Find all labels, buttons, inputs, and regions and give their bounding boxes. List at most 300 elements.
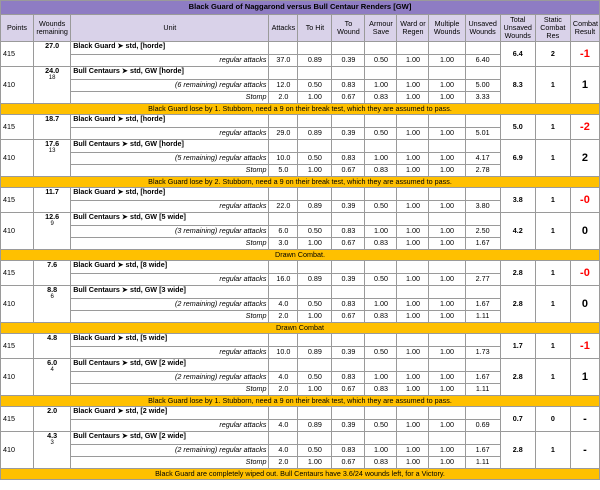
- wounds-cell: [34, 42, 71, 67]
- header-towound: To Wound: [332, 15, 365, 42]
- points-cell: 415: [1, 334, 34, 359]
- empty-cell: [397, 140, 429, 153]
- stomp-unsaved-cell: 3.33: [465, 92, 500, 104]
- attack-label: regular attacks: [71, 274, 269, 286]
- wounds-cell: [34, 334, 71, 359]
- empty-cell: [465, 286, 500, 299]
- empty-cell: [269, 286, 298, 299]
- towound-cell: 0.83: [332, 80, 365, 92]
- empty-cell: [429, 140, 465, 153]
- header-wounds: Wounds remaining: [34, 15, 71, 42]
- models-remaining: 13: [48, 148, 56, 155]
- result-note: Black Guard lose by 2. Stubborn, need a 9 on their break test, which they are assumed to pass.: [1, 177, 600, 188]
- empty-cell: [332, 432, 365, 445]
- static-cell: 1: [535, 334, 570, 359]
- points-cell: 415: [1, 407, 34, 432]
- static-cell: 1: [535, 188, 570, 213]
- total-cell: 2.8: [500, 286, 535, 323]
- stomp-label: Stomp: [71, 165, 269, 177]
- empty-cell: [429, 42, 465, 55]
- total-cell: 1.7: [500, 334, 535, 359]
- empty-cell: [269, 188, 298, 201]
- empty-cell: [465, 407, 500, 420]
- multiple-cell: 1.00: [429, 201, 465, 213]
- towound-cell: 0.39: [332, 347, 365, 359]
- result-cell: -0: [570, 188, 599, 213]
- tohit-cell: 0.50: [298, 153, 332, 165]
- empty-cell: [365, 213, 397, 226]
- total-cell: 2.8: [500, 359, 535, 396]
- wounds-value: 7.6: [47, 260, 58, 269]
- result-cell: -: [570, 432, 599, 469]
- stomp-unsaved-cell: 2.78: [465, 165, 500, 177]
- empty-cell: [298, 42, 332, 55]
- static-cell: 1: [535, 261, 570, 286]
- header-armour: Armour Save: [365, 15, 397, 42]
- stomp-armour-cell: 0.83: [365, 384, 397, 396]
- wounds-cell: [34, 213, 71, 250]
- static-cell: 1: [535, 115, 570, 140]
- header-tohit: To Hit: [298, 15, 332, 42]
- result-cell: 2: [570, 140, 599, 177]
- empty-cell: [332, 115, 365, 128]
- towound-cell: 0.83: [332, 445, 365, 457]
- points-cell: 410: [1, 140, 34, 177]
- empty-cell: [465, 261, 500, 274]
- static-cell: 1: [535, 140, 570, 177]
- empty-cell: [429, 115, 465, 128]
- points-cell: 410: [1, 286, 34, 323]
- empty-cell: [269, 359, 298, 372]
- result-cell: -0: [570, 261, 599, 286]
- wounds-value: 11.7: [45, 187, 59, 196]
- header-unsaved: Unsaved Wounds: [465, 15, 500, 42]
- empty-cell: [332, 286, 365, 299]
- tohit-cell: 0.89: [298, 128, 332, 140]
- stomp-attacks-cell: 2.0: [269, 384, 298, 396]
- result-note: Black Guard lose by 1. Stubborn, need a 9 on their break test, which they are assumed to pass.: [1, 104, 600, 115]
- empty-cell: [298, 140, 332, 153]
- empty-cell: [298, 261, 332, 274]
- unsaved-cell: 1.67: [465, 372, 500, 384]
- table-row: [1, 359, 600, 372]
- stomp-tohit-cell: 1.00: [298, 311, 332, 323]
- stomp-armour-cell: 0.83: [365, 238, 397, 250]
- table-row: [1, 115, 600, 128]
- empty-cell: [269, 67, 298, 80]
- wounds-value: 18.7: [45, 114, 60, 123]
- stomp-towound-cell: 0.67: [332, 311, 365, 323]
- unsaved-cell: 0.69: [465, 420, 500, 432]
- empty-cell: [365, 261, 397, 274]
- empty-cell: [465, 140, 500, 153]
- towound-cell: 0.83: [332, 226, 365, 238]
- empty-cell: [397, 334, 429, 347]
- unit-name: Bull Centaurs ➤ std, GW [5 wide]: [71, 213, 269, 226]
- ward-cell: 1.00: [397, 372, 429, 384]
- towound-cell: 0.39: [332, 55, 365, 67]
- stomp-ward-cell: 1.00: [397, 457, 429, 469]
- empty-cell: [429, 213, 465, 226]
- stomp-multiple-cell: 1.00: [429, 457, 465, 469]
- header-ward: Ward or Regen: [397, 15, 429, 42]
- empty-cell: [298, 359, 332, 372]
- empty-cell: [429, 359, 465, 372]
- stomp-towound-cell: 0.67: [332, 165, 365, 177]
- unsaved-cell: 3.80: [465, 201, 500, 213]
- empty-cell: [269, 140, 298, 153]
- stomp-armour-cell: 0.83: [365, 92, 397, 104]
- attacks-cell: 4.0: [269, 299, 298, 311]
- unit-name: Bull Centaurs ➤ std, GW [2 wide]: [71, 359, 269, 372]
- armour-cell: 1.00: [365, 372, 397, 384]
- unit-name: Bull Centaurs ➤ std, GW [2 wide]: [71, 432, 269, 445]
- empty-cell: [465, 115, 500, 128]
- attack-label: (3 remaining) regular attacks: [71, 226, 269, 238]
- total-cell: 6.4: [500, 42, 535, 67]
- stomp-attacks-cell: 2.0: [269, 92, 298, 104]
- empty-cell: [429, 67, 465, 80]
- tohit-cell: 0.89: [298, 55, 332, 67]
- armour-cell: 1.00: [365, 445, 397, 457]
- empty-cell: [332, 42, 365, 55]
- table-row: [1, 140, 600, 153]
- wounds-cell: [34, 359, 71, 396]
- tohit-cell: 0.50: [298, 445, 332, 457]
- empty-cell: [332, 407, 365, 420]
- unsaved-cell: 1.67: [465, 445, 500, 457]
- ward-cell: 1.00: [397, 153, 429, 165]
- empty-cell: [298, 432, 332, 445]
- stomp-ward-cell: 1.00: [397, 311, 429, 323]
- empty-cell: [397, 432, 429, 445]
- wounds-value: 4.8: [47, 333, 58, 342]
- stomp-label: Stomp: [71, 238, 269, 250]
- attack-label: regular attacks: [71, 420, 269, 432]
- attack-label: (6 remaining) regular attacks: [71, 80, 269, 92]
- empty-cell: [332, 67, 365, 80]
- armour-cell: 0.50: [365, 128, 397, 140]
- stomp-multiple-cell: 1.00: [429, 238, 465, 250]
- stomp-attacks-cell: 2.0: [269, 457, 298, 469]
- ward-cell: 1.00: [397, 201, 429, 213]
- ward-cell: 1.00: [397, 420, 429, 432]
- ward-cell: 1.00: [397, 55, 429, 67]
- unit-name: Black Guard ➤ std, [2 wide]: [71, 407, 269, 420]
- stomp-multiple-cell: 1.00: [429, 165, 465, 177]
- stomp-attacks-cell: 2.0: [269, 311, 298, 323]
- static-cell: 1: [535, 432, 570, 469]
- wounds-cell: [34, 67, 71, 104]
- stomp-ward-cell: 1.00: [397, 92, 429, 104]
- models-remaining: 6: [50, 294, 54, 301]
- empty-cell: [298, 188, 332, 201]
- attack-label: (2 remaining) regular attacks: [71, 445, 269, 457]
- armour-cell: 0.50: [365, 347, 397, 359]
- stomp-towound-cell: 0.67: [332, 238, 365, 250]
- table-row: [1, 67, 600, 80]
- result-note: Black Guard lose by 1. Stubborn, need a 9 on their break test, which they are assumed to pass.: [1, 396, 600, 407]
- wounds-cell: [34, 407, 71, 432]
- result-note-row: [1, 469, 600, 480]
- armour-cell: 1.00: [365, 226, 397, 238]
- empty-cell: [465, 213, 500, 226]
- towound-cell: 0.83: [332, 153, 365, 165]
- towound-cell: 0.39: [332, 128, 365, 140]
- total-cell: 3.8: [500, 188, 535, 213]
- unsaved-cell: 1.67: [465, 299, 500, 311]
- empty-cell: [365, 334, 397, 347]
- points-cell: 410: [1, 67, 34, 104]
- empty-cell: [429, 188, 465, 201]
- empty-cell: [269, 115, 298, 128]
- stomp-label: Stomp: [71, 311, 269, 323]
- total-cell: 0.7: [500, 407, 535, 432]
- wounds-value: 24.0: [45, 66, 60, 75]
- empty-cell: [365, 188, 397, 201]
- wounds-cell: [34, 188, 71, 213]
- stomp-armour-cell: 0.83: [365, 311, 397, 323]
- unit-name: Black Guard ➤ std, [horde]: [71, 188, 269, 201]
- empty-cell: [365, 359, 397, 372]
- empty-cell: [429, 407, 465, 420]
- header-multiple: Multiple Wounds: [429, 15, 465, 42]
- empty-cell: [429, 261, 465, 274]
- total-cell: 2.8: [500, 261, 535, 286]
- empty-cell: [397, 188, 429, 201]
- result-note-row: [1, 396, 600, 407]
- empty-cell: [465, 432, 500, 445]
- empty-cell: [397, 115, 429, 128]
- wounds-value: 27.0: [45, 41, 60, 50]
- empty-cell: [365, 286, 397, 299]
- multiple-cell: 1.00: [429, 153, 465, 165]
- attack-label: regular attacks: [71, 201, 269, 213]
- wounds-value: 17.6: [45, 139, 60, 148]
- result-note-row: [1, 177, 600, 188]
- stomp-tohit-cell: 1.00: [298, 457, 332, 469]
- points-cell: 415: [1, 261, 34, 286]
- empty-cell: [465, 188, 500, 201]
- stomp-towound-cell: 0.67: [332, 92, 365, 104]
- ward-cell: 1.00: [397, 128, 429, 140]
- empty-cell: [269, 334, 298, 347]
- wounds-value: 2.0: [47, 406, 58, 415]
- empty-cell: [298, 115, 332, 128]
- wounds-value: 12.6: [45, 212, 60, 221]
- empty-cell: [429, 334, 465, 347]
- tohit-cell: 0.50: [298, 226, 332, 238]
- wounds-cell: [34, 115, 71, 140]
- static-cell: 2: [535, 42, 570, 67]
- attacks-cell: 4.0: [269, 372, 298, 384]
- stomp-armour-cell: 0.83: [365, 165, 397, 177]
- empty-cell: [365, 67, 397, 80]
- ward-cell: 1.00: [397, 226, 429, 238]
- attack-label: regular attacks: [71, 55, 269, 67]
- unsaved-cell: 1.73: [465, 347, 500, 359]
- ward-cell: 1.00: [397, 274, 429, 286]
- header-total: Total Unsaved Wounds: [500, 15, 535, 42]
- empty-cell: [365, 407, 397, 420]
- multiple-cell: 1.00: [429, 420, 465, 432]
- empty-cell: [298, 67, 332, 80]
- wounds-cell: [34, 286, 71, 323]
- attacks-cell: 10.0: [269, 153, 298, 165]
- unit-name: Black Guard ➤ std, [horde]: [71, 115, 269, 128]
- result-note: Drawn Combat: [1, 323, 600, 334]
- towound-cell: 0.39: [332, 201, 365, 213]
- empty-cell: [397, 407, 429, 420]
- models-remaining: 4: [50, 367, 54, 374]
- unit-name: Black Guard ➤ std, [8 wide]: [71, 261, 269, 274]
- stomp-unsaved-cell: 1.11: [465, 384, 500, 396]
- result-note-row: [1, 250, 600, 261]
- towound-cell: 0.83: [332, 372, 365, 384]
- stomp-unsaved-cell: 1.67: [465, 238, 500, 250]
- empty-cell: [332, 334, 365, 347]
- attacks-cell: 4.0: [269, 445, 298, 457]
- stomp-towound-cell: 0.67: [332, 457, 365, 469]
- table-row: [1, 213, 600, 226]
- empty-cell: [365, 432, 397, 445]
- unit-name: Black Guard ➤ std, [5 wide]: [71, 334, 269, 347]
- attacks-cell: 6.0: [269, 226, 298, 238]
- static-cell: 1: [535, 286, 570, 323]
- unsaved-cell: 2.77: [465, 274, 500, 286]
- attacks-cell: 10.0: [269, 347, 298, 359]
- attack-label: regular attacks: [71, 128, 269, 140]
- models-remaining: 3: [50, 440, 54, 447]
- stomp-label: Stomp: [71, 92, 269, 104]
- total-cell: 6.9: [500, 140, 535, 177]
- multiple-cell: 1.00: [429, 226, 465, 238]
- empty-cell: [429, 432, 465, 445]
- static-cell: 0: [535, 407, 570, 432]
- armour-cell: 1.00: [365, 299, 397, 311]
- ward-cell: 1.00: [397, 347, 429, 359]
- unsaved-cell: 5.00: [465, 80, 500, 92]
- tohit-cell: 0.50: [298, 372, 332, 384]
- points-cell: 410: [1, 213, 34, 250]
- total-cell: 2.8: [500, 432, 535, 469]
- stomp-tohit-cell: 1.00: [298, 165, 332, 177]
- empty-cell: [332, 140, 365, 153]
- unsaved-cell: 6.40: [465, 55, 500, 67]
- attacks-cell: 12.0: [269, 80, 298, 92]
- tohit-cell: 0.50: [298, 80, 332, 92]
- header-points: Points: [1, 15, 34, 42]
- result-cell: -1: [570, 334, 599, 359]
- stomp-tohit-cell: 1.00: [298, 238, 332, 250]
- result-note-row: [1, 104, 600, 115]
- total-cell: 8.3: [500, 67, 535, 104]
- unsaved-cell: 2.50: [465, 226, 500, 238]
- empty-cell: [465, 334, 500, 347]
- empty-cell: [397, 67, 429, 80]
- wounds-value: 4.3: [47, 431, 58, 440]
- empty-cell: [269, 213, 298, 226]
- result-cell: 0: [570, 286, 599, 323]
- tohit-cell: 0.89: [298, 201, 332, 213]
- empty-cell: [397, 42, 429, 55]
- multiple-cell: 1.00: [429, 372, 465, 384]
- table-row: [1, 334, 600, 347]
- towound-cell: 0.39: [332, 420, 365, 432]
- result-cell: -1: [570, 42, 599, 67]
- unit-name: Bull Centaurs ➤ std, GW [horde]: [71, 67, 269, 80]
- wounds-value: 8.8: [47, 285, 58, 294]
- result-cell: 1: [570, 359, 599, 396]
- header-attacks: Attacks: [269, 15, 298, 42]
- multiple-cell: 1.00: [429, 128, 465, 140]
- empty-cell: [397, 213, 429, 226]
- models-remaining: 18: [48, 75, 56, 82]
- wounds-cell: [34, 432, 71, 469]
- result-note: Drawn Combat.: [1, 250, 600, 261]
- stomp-multiple-cell: 1.00: [429, 384, 465, 396]
- multiple-cell: 1.00: [429, 347, 465, 359]
- points-cell: 415: [1, 115, 34, 140]
- empty-cell: [332, 359, 365, 372]
- ward-cell: 1.00: [397, 445, 429, 457]
- tohit-cell: 0.50: [298, 299, 332, 311]
- empty-cell: [397, 359, 429, 372]
- stomp-attacks-cell: 3.0: [269, 238, 298, 250]
- ward-cell: 1.00: [397, 80, 429, 92]
- unit-name: Black Guard ➤ std, [horde]: [71, 42, 269, 55]
- armour-cell: 0.50: [365, 274, 397, 286]
- attacks-cell: 37.0: [269, 55, 298, 67]
- stomp-label: Stomp: [71, 384, 269, 396]
- table-row: [1, 432, 600, 445]
- attack-label: (5 remaining) regular attacks: [71, 153, 269, 165]
- total-cell: 4.2: [500, 213, 535, 250]
- stomp-armour-cell: 0.83: [365, 457, 397, 469]
- unsaved-cell: 5.01: [465, 128, 500, 140]
- tohit-cell: 0.89: [298, 347, 332, 359]
- towound-cell: 0.39: [332, 274, 365, 286]
- multiple-cell: 1.00: [429, 299, 465, 311]
- points-cell: 415: [1, 188, 34, 213]
- models-remaining: 9: [50, 221, 54, 228]
- points-cell: 410: [1, 432, 34, 469]
- armour-cell: 1.00: [365, 80, 397, 92]
- table-row: [1, 188, 600, 201]
- static-cell: 1: [535, 67, 570, 104]
- tohit-cell: 0.89: [298, 274, 332, 286]
- empty-cell: [332, 261, 365, 274]
- result-note: Black Guard are completely wiped out. Bull Centaurs have 3.6/24 wounds left, for a Victory.: [1, 469, 600, 480]
- header-row: [1, 15, 600, 42]
- empty-cell: [298, 213, 332, 226]
- stomp-unsaved-cell: 1.11: [465, 457, 500, 469]
- total-cell: 5.0: [500, 115, 535, 140]
- empty-cell: [465, 359, 500, 372]
- wounds-cell: [34, 261, 71, 286]
- attack-label: regular attacks: [71, 347, 269, 359]
- attacks-cell: 22.0: [269, 201, 298, 213]
- empty-cell: [332, 213, 365, 226]
- empty-cell: [429, 286, 465, 299]
- table-row: [1, 286, 600, 299]
- table-row: [1, 261, 600, 274]
- table-title: Black Guard of Naggarond versus Bull Centaur Renders [GW]: [1, 1, 600, 15]
- multiple-cell: 1.00: [429, 445, 465, 457]
- armour-cell: 1.00: [365, 153, 397, 165]
- armour-cell: 0.50: [365, 420, 397, 432]
- empty-cell: [365, 42, 397, 55]
